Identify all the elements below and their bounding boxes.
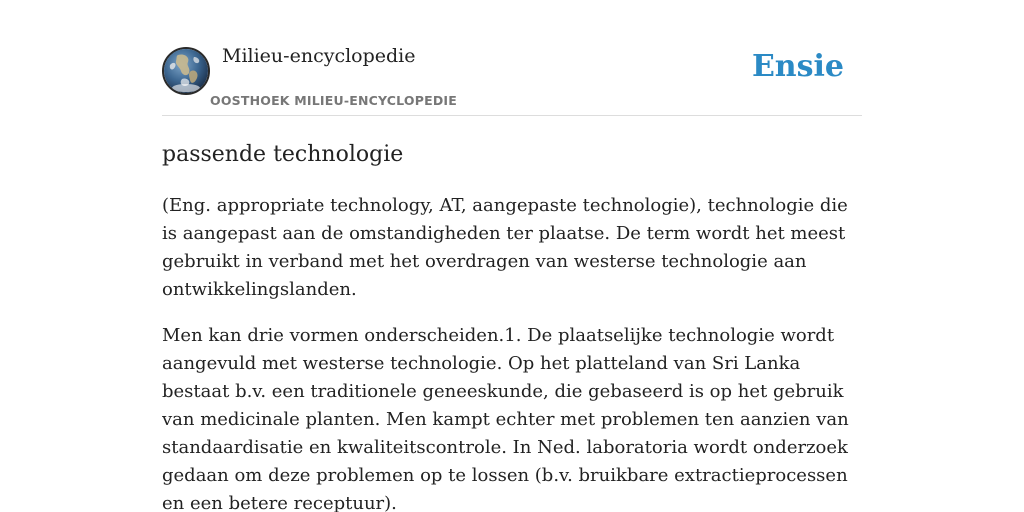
source-subtitle[interactable]: OOSTHOEK MILIEU-ENCYCLOPEDIE: [210, 93, 457, 108]
term-title: passende technologie: [162, 142, 404, 167]
earth-globe-icon: [164, 49, 208, 93]
article-page: [162, 0, 862, 512]
paragraph: Men kan drie vormen onderscheiden.1. De plaatselijke technologie wordt aangevuld met westerse technologie. Op het platteland van Sri Lanka bestaat b.v. een traditionele geneeskunde, die gebaseerd is op het gebruik van medicinale planten. Men kampt echter met problemen ten aanzien van standaardisatie en kwaliteitscontrole. In Ned. laboratoria wordt onderzoek gedaan om deze problemen op te lossen (b.v. bruikbare extractieprocessen en een betere receptuur).: [162, 325, 849, 512]
source-avatar[interactable]: [162, 47, 210, 95]
article-body: [162, 192, 862, 512]
source-title[interactable]: Milieu-encyclopedie: [222, 45, 416, 67]
brand-logo[interactable]: Ensie: [751, 49, 844, 84]
source-header: [162, 0, 862, 116]
paragraph: (Eng. appropriate technology, AT, aangepaste technologie), technologie die is aangepast aan de omstandigheden ter plaatse. De term wordt het meest gebruikt in verband met het overdragen van westerse technologie aan ontwikkelingslanden.: [162, 195, 848, 300]
